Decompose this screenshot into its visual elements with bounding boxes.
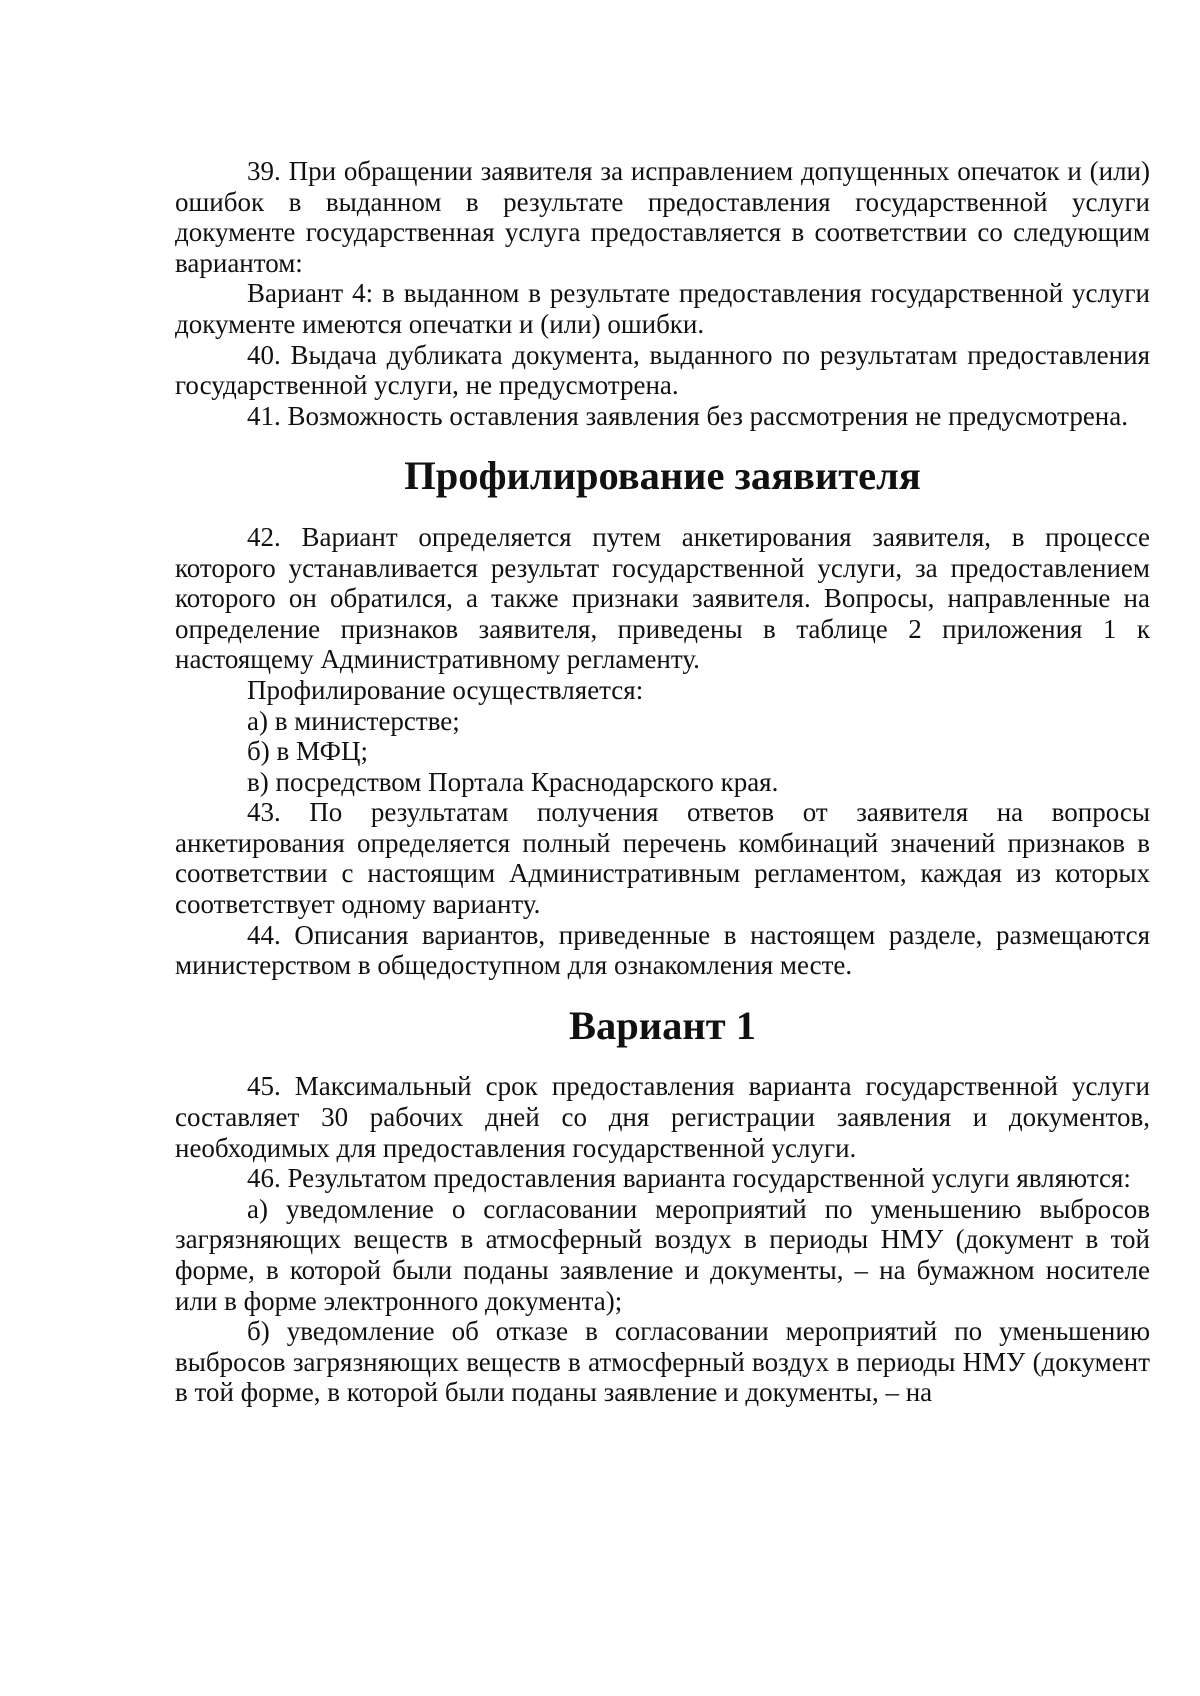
- paragraph-40: 40. Выдача дубликата документа, выданного по результатам предоставления государственной услуги, не предусмотрена.: [175, 339, 1150, 401]
- result-item-b: б) уведомление об отказе в согласовании мероприятий по уменьшению выбросов загрязняющих веществ в атмосферный воздух в периоды НМУ (документ в той форме, в которой были поданы заявление и документы, – на: [175, 1316, 1150, 1408]
- document-body: [175, 156, 1150, 1408]
- variant-4-paragraph: Вариант 4: в выданном в результате предоставления государственной услуги документе имеются опечатки и (или) ошибки.: [175, 278, 1150, 339]
- list-item-ministry: а) в министерстве;: [247, 705, 460, 736]
- paragraph-42: 42. Вариант определяется путем анкетирования заявителя, в процессе которого устанавливается результат государственной услуги, за предоставлением которого он обратился, а также признаки заявителя. Вопросы, направленные на определение признаков заявителя, приведены в таблице 2 приложения 1 к настоящему Административному регламенту.: [175, 521, 1150, 675]
- list-item-mfc: б) в МФЦ;: [247, 736, 368, 767]
- paragraph-39: 39. При обращении заявителя за исправлением допущенных опечаток и (или) ошибок в выданном в результате предоставления государственной услуги документе государственная услуга предоставляется в соответствии со следующим вариантом:: [175, 156, 1150, 278]
- result-item-a: а) уведомление о согласовании мероприятий по уменьшению выбросов загрязняющих веществ в атмосферный воздух в периоды НМУ (документ в той форме, в которой были поданы заявление и документы, – на бумажном носителе или в форме электронного документа);: [175, 1193, 1150, 1316]
- paragraph-44: 44. Описания вариантов, приведенные в настоящем разделе, размещаются министерством в общедоступном для ознакомления месте.: [175, 919, 1150, 981]
- paragraph-46: 46. Результатом предоставления варианта государственной услуги являются:: [247, 1163, 1131, 1194]
- paragraph-43: 43. По результатам получения ответов от заявителя на вопросы анкетирования определяется полный перечень комбинаций значений признаков в соответствии с настоящим Административным регламентом, каждая из которых соответствует одному варианту.: [175, 797, 1150, 920]
- paragraph-41: 41. Возможность оставления заявления без рассмотрения не предусмотрена.: [247, 400, 1128, 431]
- list-item-portal: в) посредством Портала Краснодарского края.: [247, 766, 779, 797]
- section-heading-profiling: Профилирование заявителя: [404, 453, 921, 499]
- section-heading-variant-1: Вариант 1: [569, 1002, 756, 1048]
- profiling-intro: Профилирование осуществляется:: [247, 674, 644, 705]
- paragraph-45: 45. Максимальный срок предоставления варианта государственной услуги составляет 30 рабочих дней со дня регистрации заявления и документов, необходимых для предоставления государственной услуги.: [175, 1071, 1150, 1163]
